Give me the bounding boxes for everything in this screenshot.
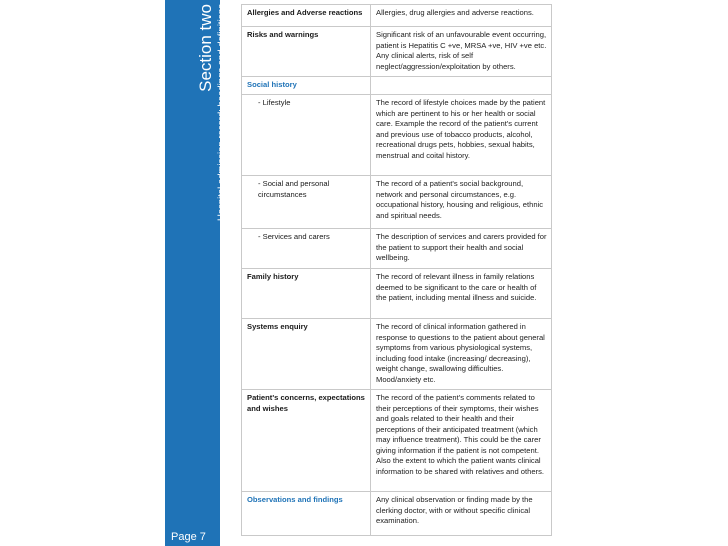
table-row: [242, 390, 552, 492]
term-cell: Social history: [242, 77, 371, 95]
definition-cell: [371, 77, 552, 95]
definition-cell: Significant risk of an unfavourable event occurring, patient is Hepatitis C +ve, MRSA +ve, HIV +ve etc. Any clinical alerts, risk of self neglect/aggression/exploitation by others.: [371, 27, 552, 77]
term-cell: Family history: [242, 269, 371, 319]
term-cell: - Social and personal circumstances: [242, 176, 371, 229]
section-subtitle: Hospital admission record: headings and definitions: [216, 4, 227, 222]
term-cell: - Services and carers: [242, 229, 371, 269]
definition-cell: Any clinical observation or finding made by the clerking doctor, with or without specific clinical examination.: [371, 492, 552, 536]
definition-cell: The record of clinical information gathered in response to questions to the patient about general symptoms from various physiological systems, including food intake (increasing/ decreasing), weight change, swallowing difficulties. Mood/anxiety etc.: [371, 319, 552, 390]
term-cell: Risks and warnings: [242, 27, 371, 77]
section-title: Section two: [196, 4, 215, 92]
definition-cell: The description of services and carers provided for the patient to support their health and social wellbeing.: [371, 229, 552, 269]
table-row: [242, 5, 552, 27]
section-heading: [196, 4, 228, 221]
definition-cell: Allergies, drug allergies and adverse reactions.: [371, 5, 552, 27]
definition-cell: The record of lifestyle choices made by the patient which are pertinent to his or her health or social care. Example the record of the patient's current and previous use of tobacco products, alcohol, recreational drugs pets, hobbies, sexual habits, menstrual and coital history.: [371, 95, 552, 176]
term-cell: Systems enquiry: [242, 319, 371, 390]
table-row: [242, 319, 552, 390]
table-row: [242, 176, 552, 229]
table-row: [242, 492, 552, 536]
table-row: [242, 95, 552, 176]
definition-cell: The record of a patient's social background, network and personal circumstances, e.g. occupational history, housing and religious, ethnic and spiritual needs.: [371, 176, 552, 229]
definition-cell: The record of the patient's comments related to their perceptions of their symptoms, their wishes and goals related to their health and their perceptions of their anticipated treatment (which may influence treatment). This could be the carer giving information if the patient is not competent. Also the extent to which the patient wants clinical information to be shared with relatives and others.: [371, 390, 552, 492]
page-number: Page 7: [171, 531, 206, 543]
table-row: [242, 229, 552, 269]
table-row: [242, 27, 552, 77]
term-cell: Allergies and Adverse reactions: [242, 5, 371, 27]
term-cell: - Lifestyle: [242, 95, 371, 176]
term-cell: Observations and findings: [242, 492, 371, 536]
table-row: [242, 269, 552, 319]
definitions-table: [241, 4, 552, 536]
definition-cell: The record of relevant illness in family relations deemed to be significant to the care or health of the patient, including mental illness and suicide.: [371, 269, 552, 319]
term-cell: Patient's concerns, expectations and wishes: [242, 390, 371, 492]
table-row: [242, 77, 552, 95]
